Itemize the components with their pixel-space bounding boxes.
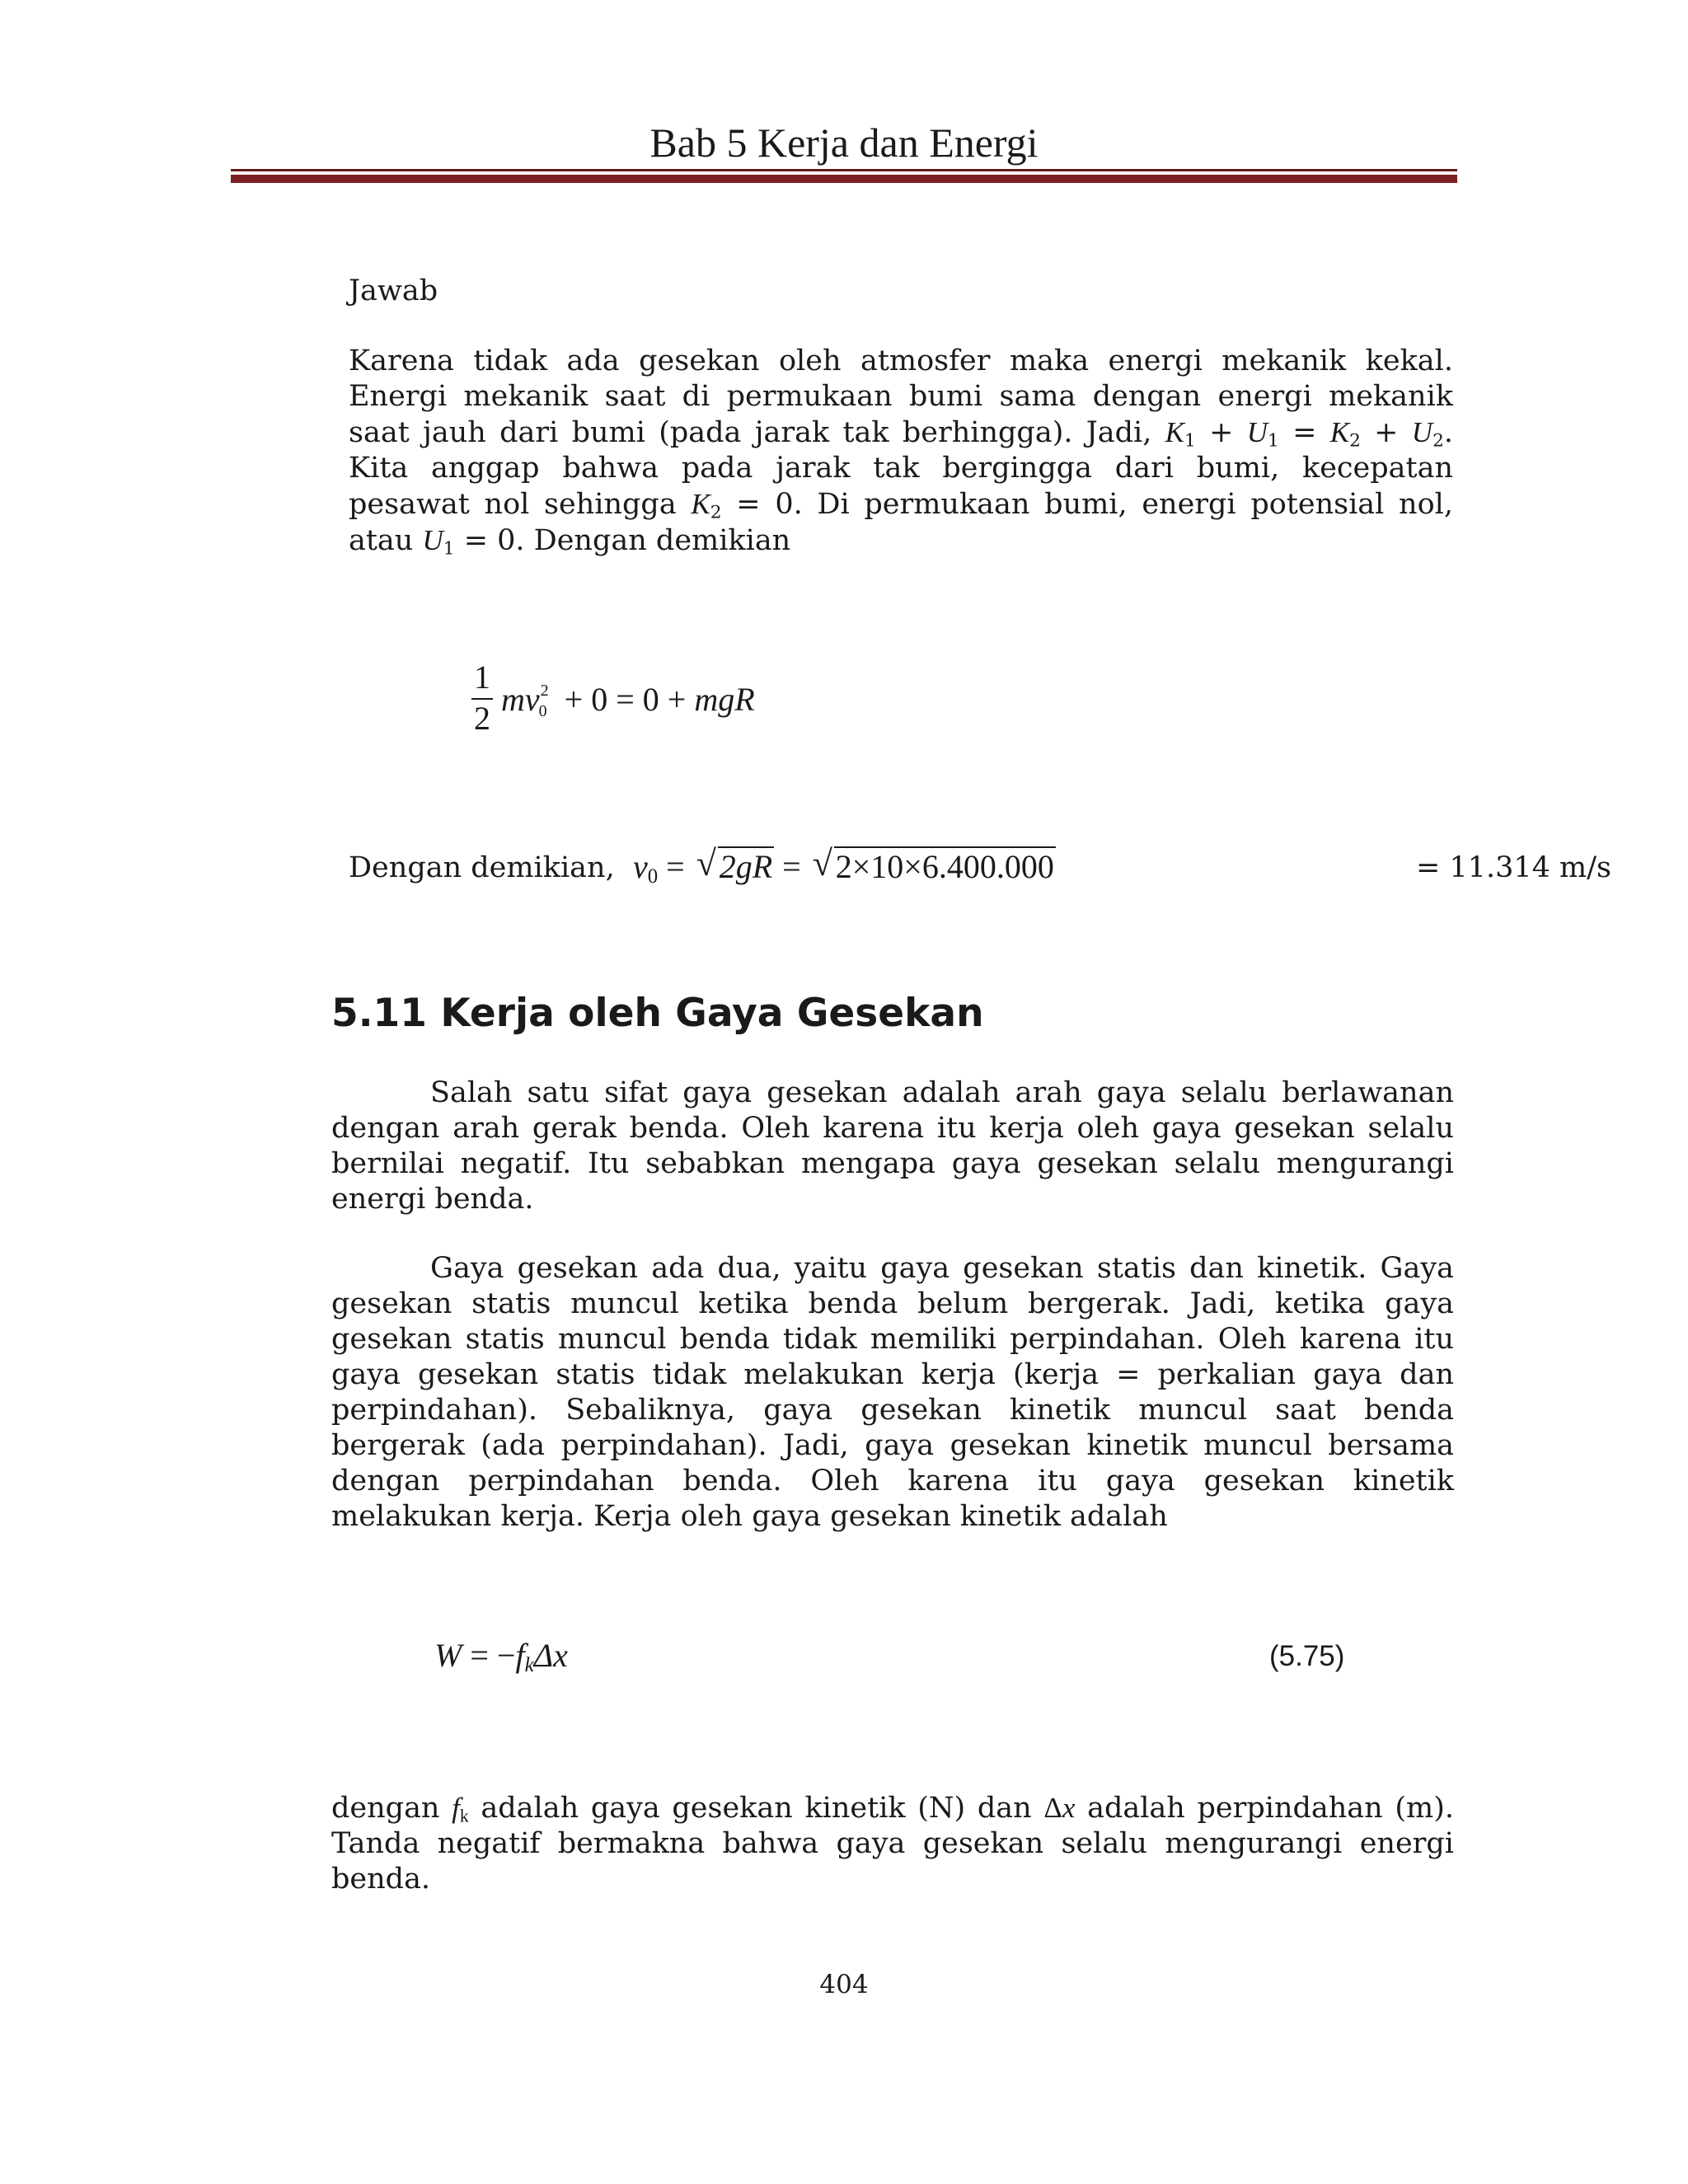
header-rule-thick (231, 175, 1457, 183)
fraction-denominator: 2 (474, 700, 490, 737)
section-paragraph-2: Gaya gesekan ada dua, yaitu gaya gesekan statis dan kinetik. Gaya gesekan statis muncul ketika benda belum bergerak. Jadi, ketika gaya gesekan statis muncul benda tidak memiliki perpindahan. Oleh karena itu gaya gesekan statis tidak melakukan kerja (kerja = perkalian gaya dan perpindahan). Sebaliknya, gaya gesekan kinetik muncul saat benda bergerak (ada perpindahan). Jadi, gaya gesekan kinetik muncul bersama dengan perpindahan benda. Oleh karena itu gaya gesekan kinetik melakukan kerja. Kerja oleh gaya gesekan kinetik adalah (331, 1252, 1454, 1533)
header-rule-thin (231, 169, 1457, 171)
section-title: 5.11 Kerja oleh Gaya Gesekan (331, 991, 984, 1036)
section-paragraph-3: dengan $f_k$ adalah gaya gesekan kinetik (N) dan Δx adalah perpindahan (m). Tanda negatif bermakna bahwa gaya gesekan selalu mengurangi energi benda. (331, 1792, 1455, 1896)
equation2-label: Dengan demikian, (349, 851, 615, 884)
sqrt-numeric: √ 2×10×6.400.000 (812, 843, 1054, 885)
equation1-terms: $mv^20 + 0 = 0$ + mgR (501, 681, 755, 720)
chapter-header-title: Bab 5 Kerja dan Energi (649, 120, 1039, 166)
energy-conservation-equation (470, 659, 1047, 750)
escape-velocity-equation (349, 843, 1611, 894)
equation-number: (5.75) (1269, 1640, 1345, 1672)
sqrt-2gR: √ 2gR (696, 843, 773, 885)
equation2-result: = 11.314 m/s (1416, 851, 1611, 884)
answer-paragraph: Karena tidak ada gesekan oleh atmosfer maka energi mekanik kekal. Energi mekanik saat di permukaan bumi sama dengan energi mekanik saat jauh dari bumi (pada jarak tak berhingga). Jadi, $K_1 + U_1 = K_2 + U_2$. Kita anggap bahwa pada jarak tak bergingga dari bumi, kecepatan pesawat nol sehingga $K_2 = 0$. Di permukaan bumi, energi potensial nol, atau $U_1 = 0$. Dengan demikian (349, 344, 1454, 560)
answer-label: Jawab (349, 274, 438, 307)
section-paragraph-1: Salah satu sifat gaya gesekan adalah arah gaya selalu berlawanan dengan arah gerak benda. Oleh karena itu kerja oleh gaya gesekan selalu bernilai negatif. Itu sebabkan mengapa gaya gesekan selalu mengurangi energi benda. (331, 1076, 1454, 1216)
equation2-formula: $v_0$ = √ 2gR = √ 2×10×6.400.000 (633, 843, 1054, 888)
friction-work-equation: $W = -f_k\Delta x$ (434, 1637, 568, 1677)
page-number: 404 (819, 1970, 869, 1999)
fraction-numerator: 1 (474, 658, 490, 696)
